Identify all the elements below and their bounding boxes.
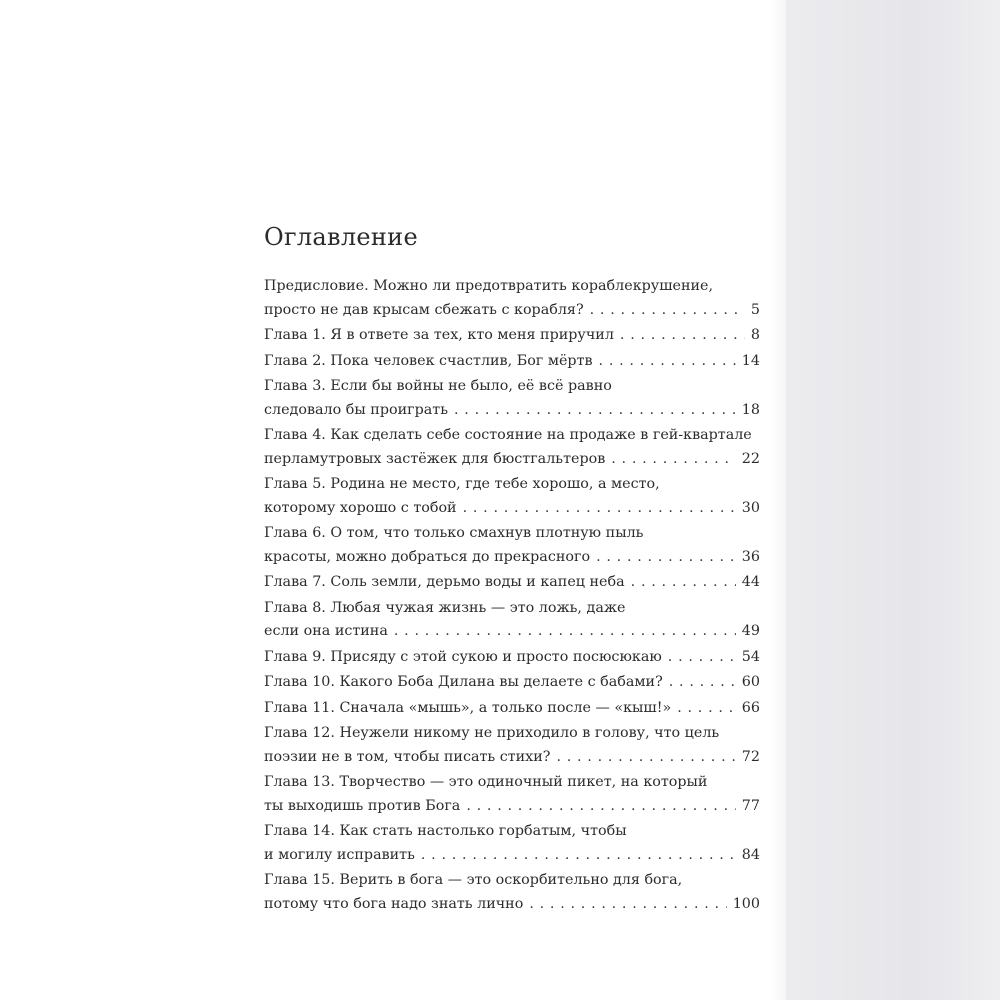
toc-entry-text: Глава 6. О том, что только смахнув плотную пыль	[264, 525, 644, 542]
toc-entry-text: поэзии не в том, чтобы писать стихи?	[264, 748, 551, 765]
dot-leader	[466, 795, 735, 819]
toc-entry-last-line	[264, 746, 760, 770]
toc-entry-text: Глава 4. Как сделать себе состояние на продаже в гей-квартале	[264, 427, 752, 444]
toc-entry-last-line	[264, 620, 760, 644]
toc-entry-text: Глава 13. Творчество — это одиночный пикет, на который	[264, 774, 708, 791]
toc-page-number: 44	[741, 574, 760, 591]
toc-entry-line	[264, 771, 760, 795]
toc-title: Оглавление	[264, 223, 418, 251]
dot-leader	[599, 350, 736, 374]
table-of-contents	[264, 222, 760, 918]
toc-entry-last-line	[264, 399, 760, 423]
dot-leader	[556, 746, 735, 770]
dot-leader	[529, 893, 726, 917]
toc-entry-line	[264, 820, 760, 844]
toc-entry[interactable]	[264, 275, 760, 322]
toc-page-number: 66	[741, 699, 760, 716]
toc-entry-text: красоты, можно добраться до прекрасного	[264, 548, 591, 565]
toc-entry-text: следовало бы проиграть	[264, 401, 448, 418]
toc-entry-line	[264, 424, 760, 448]
toc-page-number: 36	[741, 548, 760, 565]
toc-page-number: 8	[750, 327, 760, 344]
toc-entry[interactable]	[264, 473, 760, 520]
toc-entry-text: Предисловие. Можно ли предотвратить кораблекрушение,	[264, 278, 714, 295]
toc-entry-text: Глава 2. Пока человек счастлив, Бог мёртв	[264, 352, 593, 369]
toc-entry[interactable]	[264, 522, 760, 569]
toc-entry[interactable]	[264, 869, 760, 916]
next-page-edge	[786, 0, 1000, 1000]
toc-entry[interactable]	[264, 597, 760, 644]
toc-entry-last-line	[264, 844, 760, 868]
dot-leader	[454, 399, 736, 423]
toc-page-number: 18	[741, 401, 760, 418]
toc-entry[interactable]	[264, 671, 760, 695]
dot-leader	[611, 448, 736, 472]
toc-entry-last-line	[264, 324, 760, 348]
toc-entry-text: ты выходишь против Бога	[264, 797, 461, 814]
toc-entry-text: просто не дав крысам сбежать с корабля?	[264, 301, 584, 318]
toc-entry[interactable]	[264, 324, 760, 348]
toc-entry-text: Глава 15. Верить в бога — это оскорбительно для бога,	[264, 872, 683, 889]
toc-entry[interactable]	[264, 722, 760, 769]
toc-entry-text: Глава 3. Если бы войны не было, её всё равно	[264, 378, 612, 395]
toc-entry-line	[264, 869, 760, 893]
toc-entry-line	[264, 275, 760, 299]
toc-page-number: 14	[741, 352, 760, 369]
toc-entry-last-line	[264, 671, 760, 695]
toc-entry-last-line	[264, 497, 760, 521]
toc-entry-text: перламутровых застёжек для бюстгальтеров	[264, 450, 606, 467]
toc-entry-text: Глава 11. Сначала «мышь», а только после — «кыш!»	[264, 699, 672, 716]
toc-entry-last-line	[264, 571, 760, 595]
dot-leader	[463, 497, 736, 521]
toc-entry-last-line	[264, 299, 760, 323]
toc-entry[interactable]	[264, 697, 760, 721]
toc-page-number: 84	[741, 846, 760, 863]
toc-page-number: 60	[741, 674, 760, 691]
toc-entry-text: Глава 1. Я в ответе за тех, кто меня приручил	[264, 327, 614, 344]
toc-entry-text: Глава 12. Неужели никому не приходило в голову, что цель	[264, 725, 720, 742]
toc-entry-last-line	[264, 448, 760, 472]
toc-entry[interactable]	[264, 646, 760, 670]
toc-page-number: 72	[741, 748, 760, 765]
toc-entry-last-line	[264, 350, 760, 374]
toc-entry-last-line	[264, 893, 760, 917]
toc-entry-text: Глава 5. Родина не место, где тебе хорошо, а место,	[264, 476, 660, 493]
toc-entry-last-line	[264, 795, 760, 819]
toc-entry[interactable]	[264, 350, 760, 374]
toc-entry-line	[264, 473, 760, 497]
toc-entry[interactable]	[264, 820, 760, 867]
toc-entry-text: Глава 14. Как стать настолько горбатым, чтобы	[264, 823, 627, 840]
toc-entry-text: и могилу исправить	[264, 846, 415, 863]
toc-page-number: 54	[741, 648, 760, 665]
dot-leader	[669, 671, 736, 695]
toc-entry-last-line	[264, 697, 760, 721]
toc-entry-line	[264, 375, 760, 399]
toc-entry-line	[264, 522, 760, 546]
toc-entry-text: Глава 10. Какого Боба Дилана вы делаете с бабами?	[264, 674, 663, 691]
toc-page-number: 30	[741, 499, 760, 516]
toc-entry-line	[264, 722, 760, 746]
toc-page-number: 100	[732, 895, 760, 912]
toc-entry[interactable]	[264, 424, 760, 471]
toc-entry-text: Глава 7. Соль земли, дерьмо воды и капец неба	[264, 574, 625, 591]
toc-entry[interactable]	[264, 375, 760, 422]
toc-entry-last-line	[264, 646, 760, 670]
toc-entry-text: потому что бога надо знать лично	[264, 895, 524, 912]
toc-entry-text: которому хорошо с тобой	[264, 499, 457, 516]
toc-entry-text: если она истина	[264, 623, 388, 640]
dot-leader	[620, 324, 745, 348]
dot-leader	[421, 844, 736, 868]
toc-page-number: 5	[750, 301, 760, 318]
dot-leader	[590, 299, 745, 323]
toc-entry[interactable]	[264, 571, 760, 595]
toc-page-number: 77	[741, 797, 760, 814]
dot-leader	[596, 546, 736, 570]
toc-entry-text: Глава 8. Любая чужая жизнь — это ложь, даже	[264, 599, 626, 616]
toc-page-number: 49	[741, 623, 760, 640]
dot-leader	[394, 620, 736, 644]
toc-list	[264, 275, 760, 916]
dot-leader	[631, 571, 736, 595]
toc-entry[interactable]	[264, 771, 760, 818]
toc-entry-text: Глава 9. Присяду с этой сукою и просто посюсюкаю	[264, 648, 662, 665]
dot-leader	[668, 646, 736, 670]
toc-entry-last-line	[264, 546, 760, 570]
toc-entry-line	[264, 597, 760, 621]
toc-page-number: 22	[741, 450, 760, 467]
dot-leader	[677, 697, 736, 721]
